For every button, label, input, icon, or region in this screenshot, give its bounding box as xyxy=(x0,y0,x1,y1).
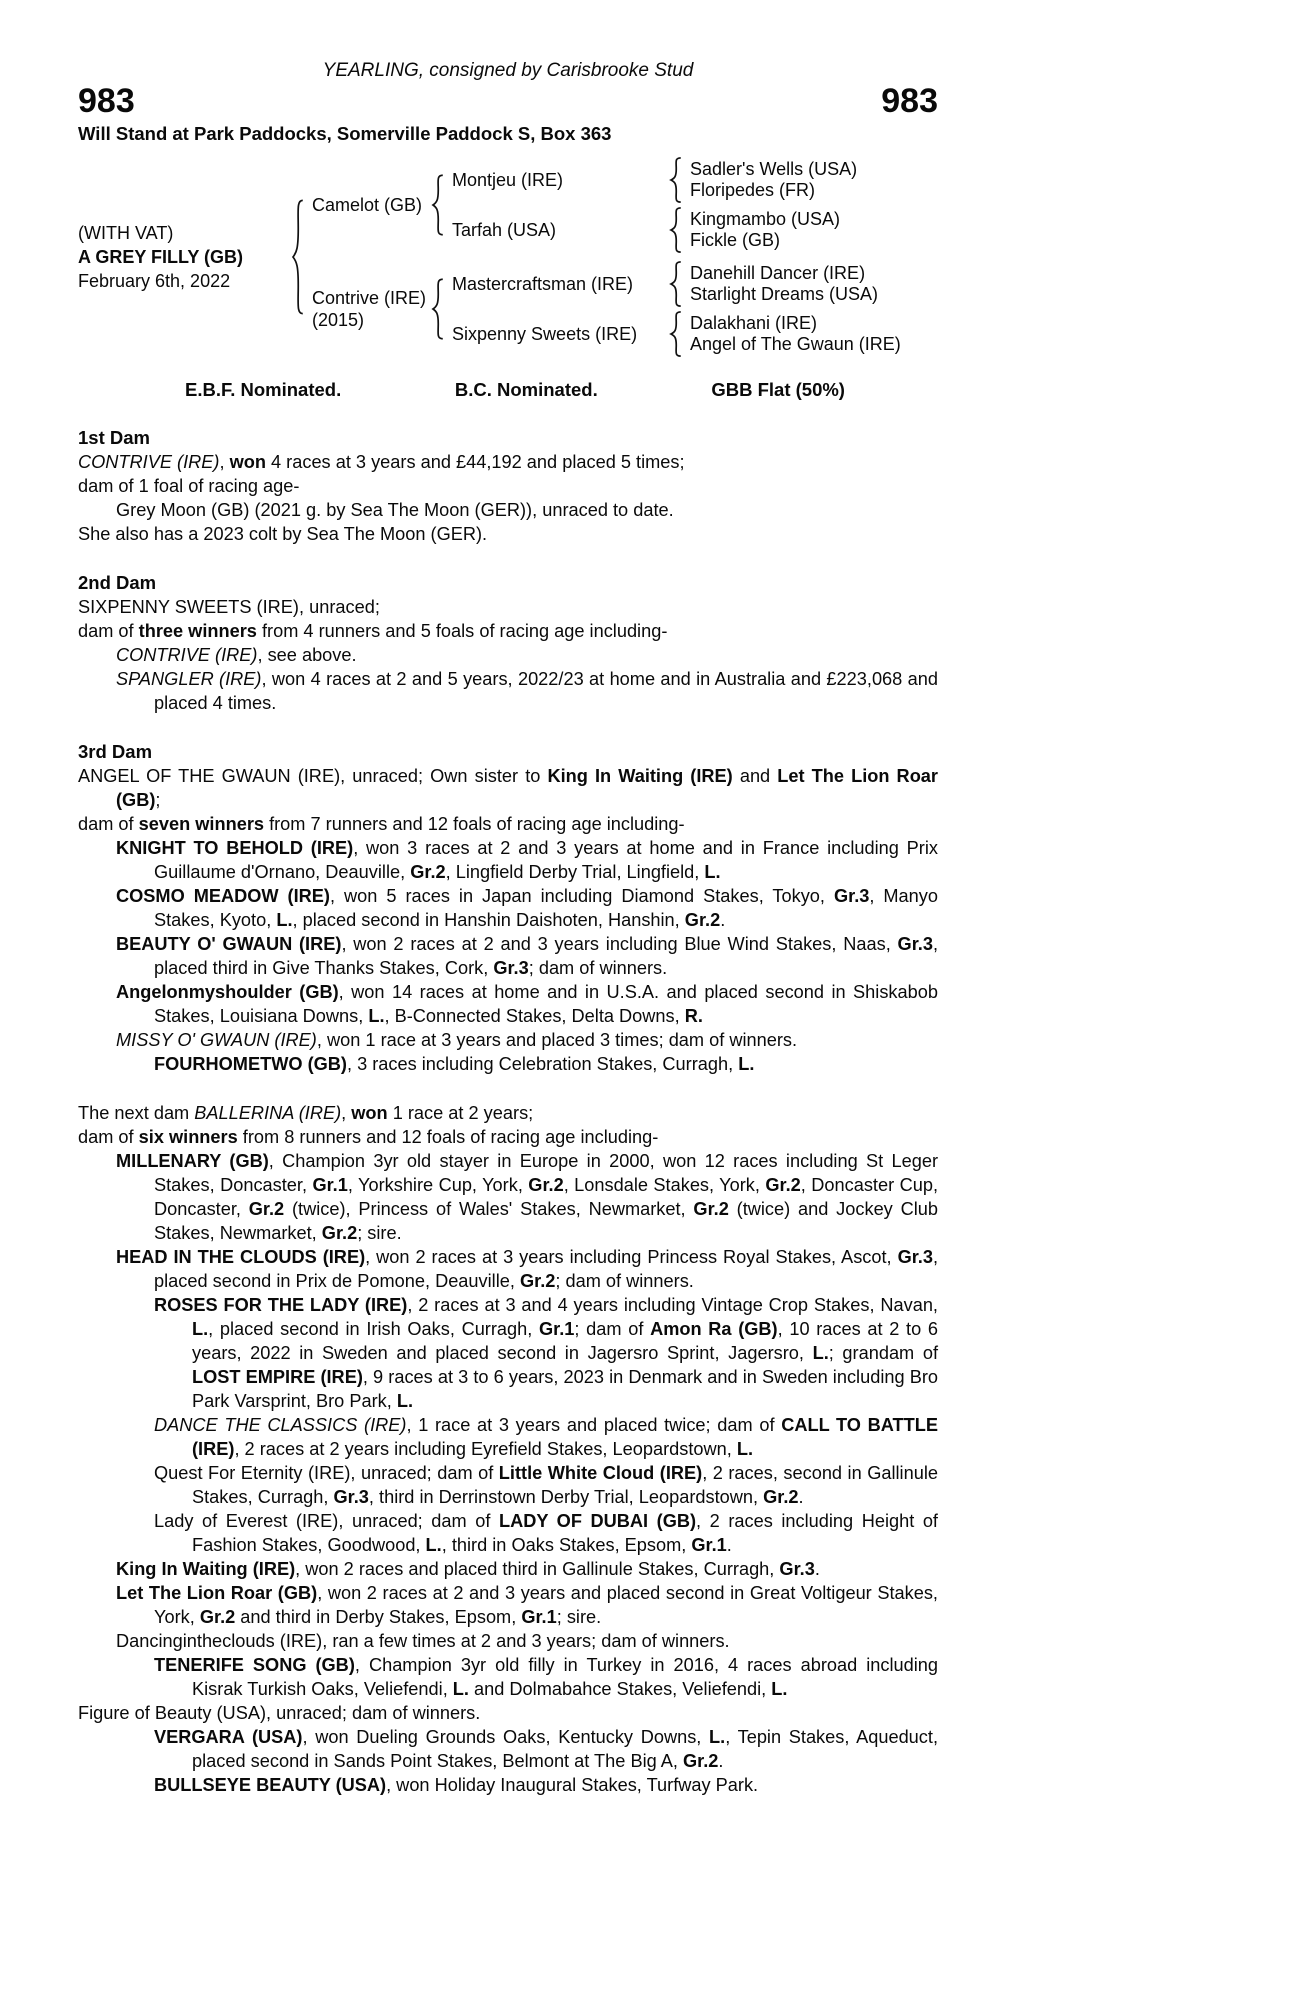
text-segment: LADY OF DUBAI (GB) xyxy=(498,1511,697,1531)
text-segment: from 4 runners and 5 foals of racing age including- xyxy=(256,621,668,641)
gen3-name: Sadler's Wells (USA) xyxy=(690,158,858,179)
text-segment: six winners xyxy=(138,1127,238,1147)
gen3-name: Danehill Dancer (IRE) xyxy=(690,262,866,283)
text-segment: Angelonmyshoulder (GB) xyxy=(116,982,339,1002)
text-segment: , Yorkshire Cup, York, xyxy=(347,1175,529,1195)
text-segment: L. xyxy=(368,1006,385,1026)
text-segment: Gr.2 xyxy=(683,1751,719,1771)
text-segment: . xyxy=(798,1487,804,1507)
text-segment: ; dam of winners. xyxy=(555,1271,694,1291)
gen1-node xyxy=(312,261,901,357)
text-segment: dam of xyxy=(78,1127,139,1147)
gen3-pair xyxy=(690,263,878,306)
gen3-name: Starlight Dreams (USA) xyxy=(690,284,879,304)
pedigree-paragraph xyxy=(78,980,938,1028)
text-segment: , Champion 3yr old filly in Turkey in 2016, 4 races abroad including Kisrak Turkish Oaks, Veliefendi, xyxy=(192,1655,939,1699)
dam-section xyxy=(78,426,938,546)
text-segment: Gr.3 xyxy=(897,934,933,954)
text-segment: HEAD IN THE CLOUDS (IRE) xyxy=(116,1247,366,1267)
gen2-node xyxy=(452,311,901,357)
text-segment: CONTRIVE (IRE) xyxy=(78,452,220,472)
text-segment: , B-Connected Stakes, Delta Downs, xyxy=(384,1006,685,1026)
text-segment: , 2 races at 3 and 4 years including Vintage Crop Stakes, Navan, xyxy=(407,1295,938,1315)
pedigree-paragraph xyxy=(78,1629,938,1653)
subject-info xyxy=(78,221,290,293)
text-segment: , Lonsdale Stakes, York, xyxy=(563,1175,766,1195)
text-segment: CALL TO BATTLE (IRE) xyxy=(192,1415,939,1459)
text-segment: , won 2 races at 3 years including Princess Royal Stakes, Ascot, xyxy=(365,1247,898,1267)
text-segment: Amon Ra (GB) xyxy=(650,1319,778,1339)
text-segment: King In Waiting (IRE) xyxy=(116,1559,296,1579)
nomination-label: B.C. Nominated. xyxy=(454,379,598,400)
text-segment: Gr.3 xyxy=(493,958,529,978)
text-segment: (twice), Princess of Wales' Stakes, Newmarket, xyxy=(284,1199,694,1219)
text-segment: , won 2 races at 2 and 3 years including Blue Wind Stakes, Naas, xyxy=(341,934,898,954)
text-segment: . xyxy=(718,1751,724,1771)
text-segment: SIXPENNY SWEETS (IRE), unraced; xyxy=(78,597,380,617)
text-segment: from 7 runners and 12 foals of racing age including- xyxy=(264,814,685,834)
text-segment: ; grandam of xyxy=(828,1343,938,1363)
text-segment: . xyxy=(720,910,726,930)
text-segment: seven winners xyxy=(138,814,265,834)
text-segment: from 8 runners and 12 foals of racing age including- xyxy=(237,1127,659,1147)
text-segment: (twice) and Jockey Club Stakes, Newmarket, xyxy=(154,1199,938,1243)
text-segment: and third in Derby Stakes, Epsom, xyxy=(235,1607,522,1627)
gen2-name: Montjeu (IRE) xyxy=(452,169,564,190)
gen3-name: Kingmambo (USA) xyxy=(690,208,841,229)
pedigree-paragraph xyxy=(78,1101,938,1125)
pedigree-paragraph xyxy=(78,595,938,619)
stand-location-line: Will Stand at Park Paddocks, Somerville Paddock S, Box 363 xyxy=(78,123,612,144)
pedigree-paragraph xyxy=(78,1028,938,1052)
pedigree-brace-icon xyxy=(668,261,690,307)
text-segment: Grey Moon (GB) (2021 g. by Sea The Moon (GER)), unraced to date. xyxy=(116,500,674,520)
text-segment: L. xyxy=(704,862,721,882)
text-segment: Lady of Everest (IRE), unraced; dam of xyxy=(154,1511,499,1531)
text-segment: won xyxy=(351,1103,388,1123)
text-segment: , won 2 races at 2 and 3 years and placed second in Great Voltigeur Stakes, York, xyxy=(154,1583,938,1627)
text-segment: MISSY O' GWAUN (IRE) xyxy=(116,1030,317,1050)
text-segment: Gr.2 xyxy=(684,910,721,930)
pedigree-brace-icon xyxy=(668,311,690,357)
text-segment: Gr.2 xyxy=(765,1175,801,1195)
gen1-name xyxy=(312,287,430,331)
text-segment: ; sire. xyxy=(556,1607,602,1627)
pedigree-paragraph xyxy=(78,1149,938,1245)
catalogue-page xyxy=(78,0,938,1797)
gen2-node xyxy=(452,157,857,203)
vat-note: (WITH VAT) xyxy=(78,223,174,243)
gen3-pair xyxy=(690,209,840,252)
text-segment: , Doncaster Cup, Doncaster, xyxy=(154,1175,938,1219)
text-segment: Gr.2 xyxy=(519,1271,556,1291)
text-segment: BEAUTY O' GWAUN (IRE) xyxy=(116,934,342,954)
gen2-col xyxy=(452,157,857,253)
pedigree-paragraph xyxy=(78,1245,938,1293)
consignor-line: YEARLING, consigned by Carisbrooke Stud xyxy=(322,60,694,81)
text-segment: , xyxy=(219,452,230,472)
text-segment: Quest For Eternity (IRE), unraced; dam of xyxy=(154,1463,499,1483)
text-segment: , placed third in Give Thanks Stakes, Cork, xyxy=(154,934,938,978)
gen2-name: Sixpenny Sweets (IRE) xyxy=(452,323,638,344)
pedigree-paragraph xyxy=(78,1725,938,1773)
pedigree-brace-icon xyxy=(668,157,690,203)
text-segment: L. xyxy=(276,910,293,930)
text-segment: , 10 races at 2 to 6 years, 2022 in Sweden and placed second in Jagersro Sprint, Jagersro, xyxy=(192,1319,938,1363)
text-segment: L. xyxy=(192,1319,209,1339)
lot-number-right: 983 xyxy=(881,82,938,120)
text-segment: and Dolmabahce Stakes, Veliefendi, xyxy=(468,1679,772,1699)
gen3-name: Angel of The Gwaun (IRE) xyxy=(690,334,901,354)
text-segment: dam of 1 foal of racing age- xyxy=(78,476,300,496)
pedigree-brace-icon xyxy=(290,198,312,316)
text-segment: Gr.2 xyxy=(528,1175,564,1195)
text-segment: L. xyxy=(812,1343,829,1363)
text-segment: won xyxy=(229,452,266,472)
gen2-node xyxy=(452,261,901,307)
text-segment: Gr.2 xyxy=(248,1199,285,1219)
text-segment: , 2 races at 2 years including Eyrefield Stakes, Leopardstown, xyxy=(234,1439,737,1459)
gen2-node xyxy=(452,207,857,253)
nominations-row xyxy=(185,379,845,401)
gen1-node xyxy=(312,157,901,253)
pedigree-paragraph xyxy=(78,932,938,980)
text-segment: , 2 races including Height of Fashion Stakes, Goodwood, xyxy=(192,1511,938,1555)
gen1-name xyxy=(312,194,430,216)
pedigree-paragraph xyxy=(78,667,938,715)
pedigree-paragraph xyxy=(78,643,938,667)
text-segment: Let The Lion Roar (GB) xyxy=(116,766,938,810)
nomination-label: GBB Flat (50%) xyxy=(711,379,845,400)
text-segment: dam of xyxy=(78,814,139,834)
pedigree-paragraph xyxy=(78,812,938,836)
text-segment: BALLERINA (IRE) xyxy=(194,1103,342,1123)
text-segment: , third in Derrinstown Derby Trial, Leopardstown, xyxy=(368,1487,764,1507)
text-segment: FOURHOMETWO (GB) xyxy=(154,1054,347,1074)
text-segment: , 9 races at 3 to 6 years, 2023 in Denmark and in Sweden including Bro Park Varsprint, Bro Park, xyxy=(192,1367,939,1411)
text-segment: L. xyxy=(709,1727,726,1747)
gen1-name-line: Contrive (IRE) xyxy=(312,288,427,308)
text-segment: The next dam xyxy=(78,1103,195,1123)
pedigree-paragraph xyxy=(78,1701,938,1725)
text-segment: L. xyxy=(396,1391,414,1411)
pedigree-paragraph xyxy=(78,836,938,884)
text-segment: R. xyxy=(684,1006,703,1026)
gen3-name: Fickle (GB) xyxy=(690,230,780,250)
text-segment: , third in Oaks Stakes, Epsom, xyxy=(441,1535,692,1555)
pedigree-paragraph xyxy=(78,1509,938,1557)
text-segment: , placed second in Prix de Pomone, Deauville, xyxy=(154,1247,939,1291)
dam-section xyxy=(78,740,938,1076)
text-segment: BULLSEYE BEAUTY (USA) xyxy=(154,1775,387,1795)
text-segment: , 2 races, second in Gallinule Stakes, Curragh, xyxy=(192,1463,938,1507)
text-segment: 1 race at 2 years; xyxy=(387,1103,534,1123)
text-segment: , Manyo Stakes, Kyoto, xyxy=(154,886,938,930)
text-segment: SPANGLER (IRE) xyxy=(116,669,262,689)
text-segment: , xyxy=(341,1103,352,1123)
pedigree-brace-icon xyxy=(668,207,690,253)
gen3-name: Floripedes (FR) xyxy=(690,180,816,200)
text-segment: 4 races at 3 years and £44,192 and placed 5 times; xyxy=(265,452,685,472)
text-segment: Dancingintheclouds (IRE), ran a few times at 2 and 3 years; dam of winners. xyxy=(116,1631,730,1651)
pedigree-paragraph xyxy=(78,498,938,522)
pedigree-paragraph xyxy=(78,1653,938,1701)
text-segment: Gr.3 xyxy=(333,1487,369,1507)
text-segment: COSMO MEADOW (IRE) xyxy=(116,886,330,906)
text-segment: TENERIFE SONG (GB) xyxy=(154,1655,355,1675)
text-segment: Gr.3 xyxy=(897,1247,933,1267)
text-segment: dam of xyxy=(78,621,139,641)
dam-section xyxy=(78,571,938,715)
pedigree-paragraph xyxy=(78,450,938,474)
text-segment: Let The Lion Roar (GB) xyxy=(116,1583,318,1603)
text-segment: Gr.2 xyxy=(321,1223,358,1243)
text-segment: , Champion 3yr old stayer in Europe in 2000, won 12 races including St Leger Stakes, Doncaster, xyxy=(154,1151,939,1195)
nomination-label: E.B.F. Nominated. xyxy=(185,379,342,400)
text-segment: ANGEL OF THE GWAUN (IRE), unraced; Own sister to xyxy=(78,766,548,786)
pedigree-paragraph xyxy=(78,1773,938,1797)
text-segment: Gr.2 xyxy=(693,1199,729,1219)
text-segment: Gr.1 xyxy=(691,1535,727,1555)
pedigree-text xyxy=(78,426,938,1797)
text-segment: and xyxy=(732,766,778,786)
pedigree-paragraph xyxy=(78,1581,938,1629)
text-segment: Gr.3 xyxy=(779,1559,815,1579)
text-segment: , won Holiday Inaugural Stakes, Turfway Park. xyxy=(386,1775,759,1795)
text-segment: , Lingfield Derby Trial, Lingfield, xyxy=(445,862,705,882)
text-segment: , 1 race at 3 years and placed twice; dam of xyxy=(406,1415,782,1435)
pedigree-brace-icon xyxy=(430,278,452,340)
gen3-pair xyxy=(690,313,901,356)
text-segment: MILLENARY (GB) xyxy=(116,1151,269,1171)
text-segment: , placed second in Hanshin Daishoten, Hanshin, xyxy=(292,910,685,930)
pedigree-paragraph xyxy=(78,522,938,546)
pedigree-paragraph xyxy=(78,1293,938,1413)
text-segment: L. xyxy=(736,1439,754,1459)
text-segment: , won Dueling Grounds Oaks, Kentucky Downs, xyxy=(302,1727,710,1747)
text-segment: Figure of Beauty (USA), unraced; dam of winners. xyxy=(78,1703,481,1723)
text-segment: L. xyxy=(771,1679,788,1699)
text-segment: L. xyxy=(425,1535,442,1555)
text-segment: , won 5 races in Japan including Diamond Stakes, Tokyo, xyxy=(329,886,834,906)
pedigree-paragraph xyxy=(78,1125,938,1149)
section-heading: 2nd Dam xyxy=(78,572,157,593)
pedigree-gen1-col xyxy=(312,157,901,357)
text-segment: VERGARA (USA) xyxy=(154,1727,303,1747)
text-segment: . xyxy=(726,1535,732,1555)
pedigree-paragraph xyxy=(78,884,938,932)
text-segment: Gr.2 xyxy=(410,862,446,882)
pedigree-paragraph xyxy=(78,619,938,643)
gen2-name: Tarfah (USA) xyxy=(452,219,557,240)
text-segment: Gr.1 xyxy=(312,1175,348,1195)
text-segment: L. xyxy=(738,1054,755,1074)
text-segment: Gr.1 xyxy=(521,1607,557,1627)
text-segment: , see above. xyxy=(257,645,357,665)
pedigree-paragraph xyxy=(78,1413,938,1461)
subject-name: A GREY FILLY (GB) xyxy=(78,247,244,267)
gen2-col xyxy=(452,261,901,357)
text-segment: ; sire. xyxy=(357,1223,402,1243)
text-segment: Gr.3 xyxy=(833,886,870,906)
gen1-name-line: Camelot (GB) xyxy=(312,195,423,215)
text-segment: She also has a 2023 colt by Sea The Moon (GER). xyxy=(78,524,488,544)
text-segment: LOST EMPIRE (IRE) xyxy=(192,1367,363,1387)
pedigree-paragraph xyxy=(78,1557,938,1581)
pedigree-paragraph xyxy=(78,1052,938,1076)
text-segment: . xyxy=(814,1559,820,1579)
text-segment: KNIGHT TO BEHOLD (IRE) xyxy=(116,838,354,858)
text-segment: ; dam of xyxy=(574,1319,651,1339)
text-segment: ; dam of winners. xyxy=(528,958,668,978)
text-segment: Little White Cloud (IRE) xyxy=(498,1463,703,1483)
text-segment: , won 1 race at 3 years and placed 3 times; dam of winners. xyxy=(316,1030,798,1050)
text-segment: , won 2 races and placed third in Gallinule Stakes, Curragh, xyxy=(295,1559,780,1579)
text-segment: L. xyxy=(452,1679,469,1699)
text-segment: , won 3 races at 2 and 3 years at home and in France including Prix Guillaume d'Ornano, Deauville, xyxy=(154,838,938,882)
lot-number-row xyxy=(78,82,938,120)
pedigree-paragraph xyxy=(78,474,938,498)
pedigree-paragraph xyxy=(78,764,938,812)
text-segment: King In Waiting (IRE) xyxy=(547,766,733,786)
pedigree-paragraph xyxy=(78,1461,938,1509)
text-segment: , Tepin Stakes, Aqueduct, placed second in Sands Point Stakes, Belmont at The Big A, xyxy=(192,1727,938,1771)
text-segment: , placed second in Irish Oaks, Curragh, xyxy=(208,1319,540,1339)
text-segment: Gr.2 xyxy=(199,1607,236,1627)
text-segment: CONTRIVE (IRE) xyxy=(116,645,258,665)
section-heading: 1st Dam xyxy=(78,427,150,448)
text-segment: ; xyxy=(155,790,161,810)
text-segment: Gr.2 xyxy=(763,1487,799,1507)
foal-date: February 6th, 2022 xyxy=(78,271,231,291)
gen1-year-line: (2015) xyxy=(312,310,365,330)
gen2-name: Mastercraftsman (IRE) xyxy=(452,273,634,294)
text-segment: ROSES FOR THE LADY (IRE) xyxy=(154,1295,408,1315)
gen3-pair xyxy=(690,159,857,202)
text-segment: , won 4 races at 2 and 5 years, 2022/23 at home and in Australia and £223,068 and placed 4 times. xyxy=(154,669,938,713)
gen3-name: Dalakhani (IRE) xyxy=(690,312,818,333)
text-segment: , won 14 races at home and in U.S.A. and placed second in Shiskabob Stakes, Louisiana Downs, xyxy=(154,982,938,1026)
lot-number-left: 983 xyxy=(78,82,135,120)
text-segment: Gr.1 xyxy=(539,1319,575,1339)
pedigree-tree xyxy=(78,157,938,357)
section-heading: 3rd Dam xyxy=(78,741,153,762)
text-segment: DANCE THE CLASSICS (IRE) xyxy=(154,1415,407,1435)
pedigree-brace-icon xyxy=(430,174,452,236)
text-segment: , 3 races including Celebration Stakes, Curragh, xyxy=(346,1054,739,1074)
text-segment: three winners xyxy=(138,621,257,641)
dam-section xyxy=(78,1101,938,1797)
